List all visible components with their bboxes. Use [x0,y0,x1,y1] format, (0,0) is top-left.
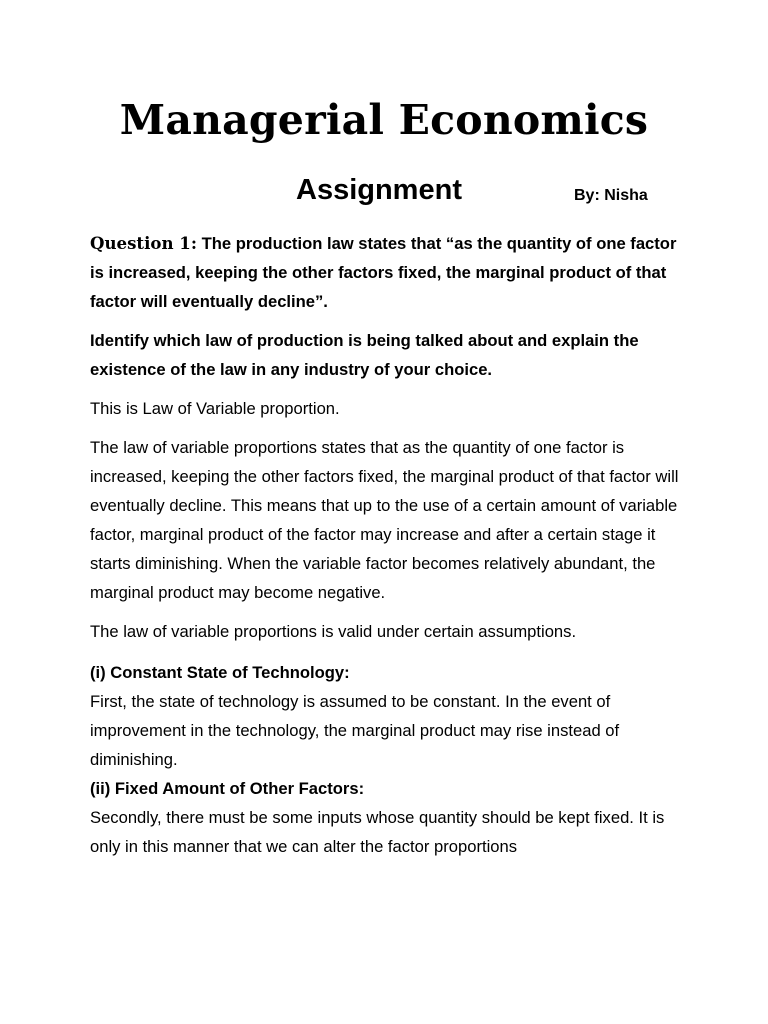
answer-intro: This is Law of Variable proportion. [90,399,340,418]
subtitle-row [0,174,768,214]
assumption-2-heading: (ii) Fixed Amount of Other Factors: [90,779,365,798]
author-byline: By: Nisha [574,187,648,204]
document-title: Managerial Economics [119,96,649,144]
question-label: Question 1: [90,233,197,253]
assumption-2-text: Secondly, there must be some inputs whose quantity should be kept fixed. It is only in this manner that we can alter the factor proportions [90,808,665,856]
document-body [90,229,682,861]
assignment-heading: Assignment [296,174,462,206]
assumption-1-text: First, the state of technology is assumed to be constant. In the event of improvement in the technology, the marginal product may rise instead of diminishing. [90,692,620,769]
question-paragraph [90,229,682,316]
assumptions-intro: The law of variable proportions is valid under certain assumptions. [90,622,577,641]
law-explanation-paragraph: The law of variable proportions states that as the quantity of one factor is increased, keeping the other factors fixed, the marginal product of that factor will eventually decline. This means that up to the use of a certain amount of variable factor, marginal product of the factor may increase and after a certain stage it starts diminishing. When the variable factor becomes relatively abundant, the marginal product may become negative. [90,438,679,602]
question-text: The production law states that “as the quantity of one factor is increased, keeping the other factors fixed, the marginal product of that factor will eventually decline”. [90,234,677,311]
instruction-paragraph: Identify which law of production is being talked about and explain the existence of the law in any industry of your choice. [90,331,639,379]
assumption-1-heading: (i) Constant State of Technology: [90,663,350,682]
